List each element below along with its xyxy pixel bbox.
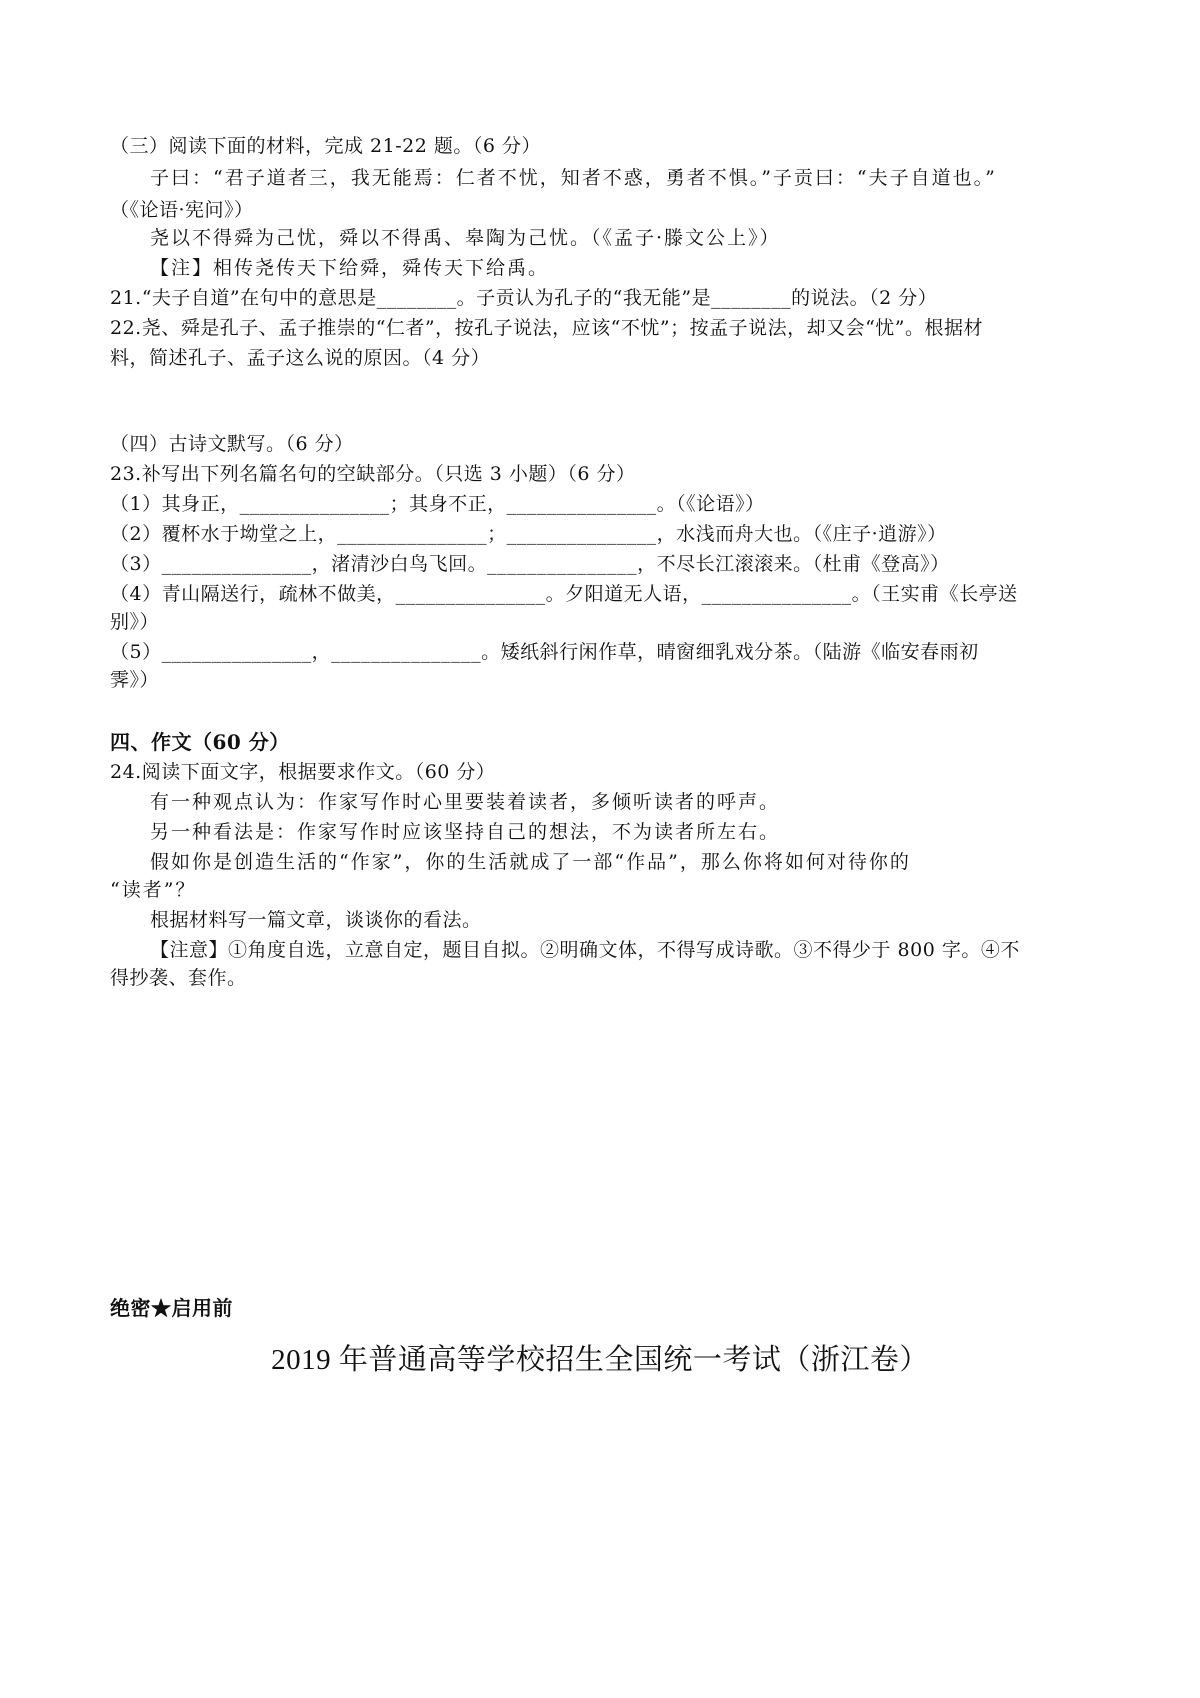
lunyu-quote-line1: 子曰：“君子道者三，我无能焉：仁者不忧，知者不惑，勇者不惧。”子贡曰：“夫子自道也。” [150, 167, 997, 189]
recitation-item-5-cont: 霁》） [110, 669, 160, 691]
question-24: 24.阅读下面文字，根据要求作文。（60 分） [110, 761, 496, 783]
mengzi-quote: 尧以不得舜为己忧，舜以不得禹、皋陶为己忧。（《孟子·滕文公上》） [150, 227, 781, 249]
recitation-item-2: （2）覆杯水于坳堂之上，_______________；_______________，水浅而舟大也。（《庄子·逍游》） [110, 523, 947, 545]
lunyu-source: （《论语·宪问》） [110, 199, 254, 221]
notice-line1: 【注意】①角度自选，立意自定，题目自拟。②明确文体，不得写成诗歌。③不得少于 800 字。④不 [150, 939, 1020, 961]
notice-line2: 得抄袭、套作。 [110, 967, 247, 989]
exam-title: 2019 年普通高等学校招生全国统一考试（浙江卷） [271, 1344, 929, 1376]
question-22-line1: 22.尧、舜是孔子、孟子推崇的“仁者”，按孔子说法，应该“不忧”；按孟子说法，却又会“忧”。根据材 [110, 317, 983, 339]
composition-header: 四、作文（60 分） [110, 730, 290, 754]
question-22-line2: 料，简述孔子、孟子这么说的原因。（4 分） [110, 347, 491, 369]
recitation-item-1: （1）其身正，_______________；其身不正，_______________。（《论语》） [110, 493, 765, 515]
annotation-note: 【注】相传尧传天下给舜，舜传天下给禹。 [150, 257, 550, 279]
secret-label: 绝密★启用前 [110, 1296, 233, 1320]
prompt-line2: “读者”？ [110, 879, 197, 901]
recitation-item-3: （3）_______________，渚清沙白鸟飞回。_______________，不尽长江滚滚来。（杜甫《登高》） [110, 553, 950, 575]
question-23: 23.补写出下列名篇名句的空缺部分。（只选 3 小题）（6 分） [110, 463, 636, 485]
prompt-line1: 假如你是创造生活的“作家”，你的生活就成了一部“作品”，那么你将如何对待你的 [150, 851, 911, 873]
question-21: 21.“夫子自道”在句中的意思是________。子贡认为孔子的“我无能”是________的说法。（2 分） [110, 287, 938, 309]
section4-header: （四）古诗文默写。（6 分） [110, 433, 354, 455]
viewpoint-2: 另一种看法是：作家写作时应该坚持自己的想法，不为读者所左右。 [150, 821, 781, 843]
writing-task: 根据材料写一篇文章，谈谈你的看法。 [150, 909, 482, 931]
recitation-item-4: （4）青山隔送行，疏林不做美，_______________。夕阳道无人语，_______________。（王实甫《长亭送 [110, 583, 1018, 605]
viewpoint-1: 有一种观点认为：作家写作时心里要装着读者，多倾听读者的呼声。 [150, 791, 781, 813]
recitation-item-4-cont: 别》） [110, 611, 160, 633]
recitation-item-5: （5）_______________，_______________。矮纸斜行闲作草，晴窗细乳戏分茶。（陆游《临安春雨初 [110, 641, 979, 663]
section3-header: （三）阅读下面的材料，完成 21-22 题。（6 分） [110, 135, 541, 157]
